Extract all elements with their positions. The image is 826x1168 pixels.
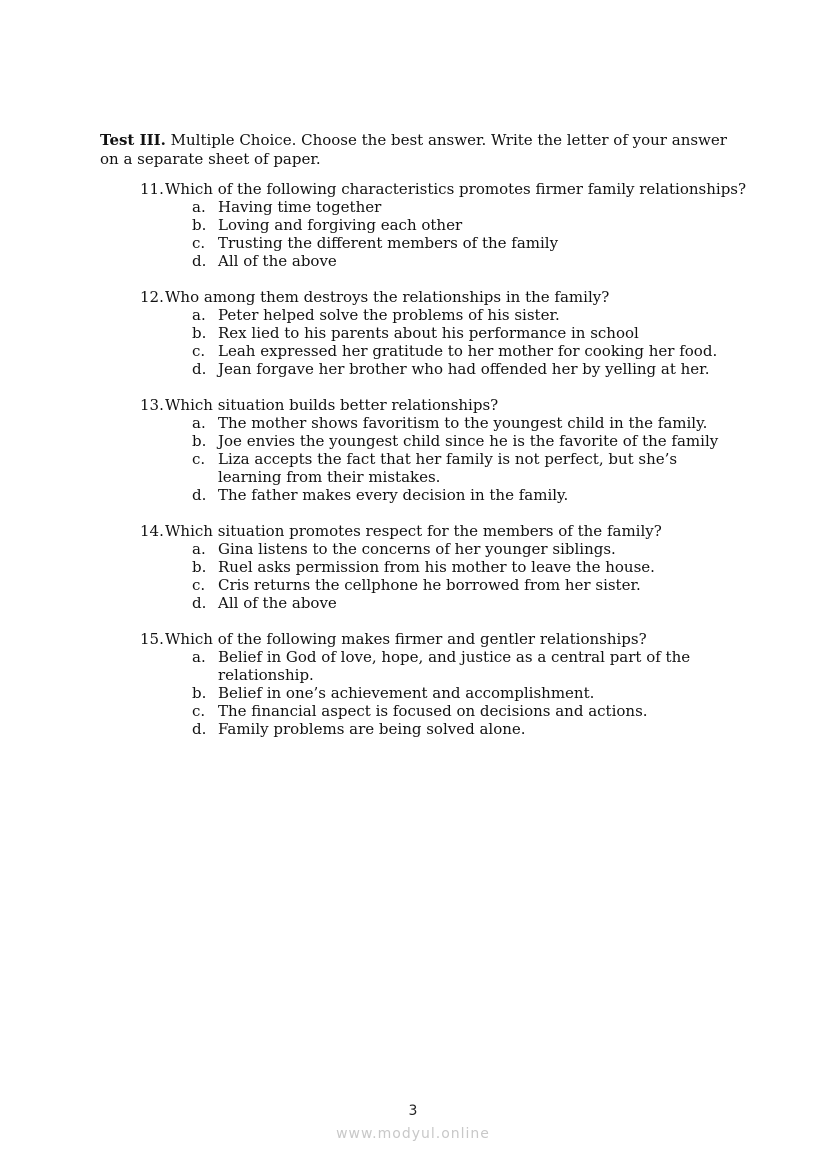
choice-letter: a. xyxy=(192,306,206,324)
question-11 xyxy=(140,180,747,270)
choice-item xyxy=(140,540,740,558)
question-15 xyxy=(140,630,740,738)
choice-text: Ruel asks permission from his mother to leave the house. xyxy=(218,558,655,576)
choice-item xyxy=(140,198,740,216)
question-12 xyxy=(140,288,740,378)
choice-letter: c. xyxy=(192,342,206,360)
question-text: Which situation promotes respect for the members of the family? xyxy=(165,522,662,540)
choice-letter: b. xyxy=(192,684,207,702)
question-number: 12. xyxy=(140,288,164,306)
question-stem xyxy=(140,630,740,648)
question-14 xyxy=(140,522,740,612)
question-stem xyxy=(140,396,740,414)
choice-letter: b. xyxy=(192,216,207,234)
choice-text: Having time together xyxy=(218,198,382,216)
choice-item xyxy=(140,234,740,252)
choice-item xyxy=(140,576,740,594)
choice-letter: c. xyxy=(192,576,206,594)
choice-text: Belief in God of love, hope, and justice as a central part of the relationship. xyxy=(218,648,691,684)
choice-letter: d. xyxy=(192,720,207,738)
choice-letter: c. xyxy=(192,450,206,468)
choice-list xyxy=(140,306,740,378)
choice-letter: a. xyxy=(192,414,206,432)
choice-item xyxy=(140,720,740,738)
question-stem xyxy=(140,522,740,540)
choice-item xyxy=(140,414,740,432)
choice-item xyxy=(140,432,740,450)
choice-text: Loving and forgiving each other xyxy=(218,216,463,234)
choice-letter: b. xyxy=(192,558,207,576)
choice-letter: d. xyxy=(192,252,207,270)
choice-item xyxy=(140,648,740,684)
choice-item xyxy=(140,306,740,324)
choice-text: Liza accepts the fact that her family is not perfect, but she’s learning from their mistakes. xyxy=(218,450,678,486)
choice-item xyxy=(140,702,740,720)
question-stem xyxy=(140,180,747,198)
question-stem xyxy=(140,288,740,306)
question-text: Which situation builds better relationships? xyxy=(165,396,499,414)
choice-list xyxy=(140,540,740,612)
choice-letter: c. xyxy=(192,234,206,252)
test-instructions xyxy=(100,131,740,169)
choice-text: The father makes every decision in the family. xyxy=(218,486,569,504)
question-list xyxy=(140,180,747,756)
question-text: Who among them destroys the relationships in the family? xyxy=(165,288,610,306)
choice-letter: c. xyxy=(192,702,206,720)
choice-text: Cris returns the cellphone he borrowed from her sister. xyxy=(218,576,641,594)
choice-item xyxy=(140,558,740,576)
choice-item xyxy=(140,594,740,612)
question-13 xyxy=(140,396,740,504)
choice-text: The financial aspect is focused on decisions and actions. xyxy=(218,702,648,720)
choice-text: Belief in one’s achievement and accomplishment. xyxy=(218,684,595,702)
choice-letter: a. xyxy=(192,198,206,216)
choice-letter: b. xyxy=(192,432,207,450)
choice-item xyxy=(140,216,740,234)
choice-letter: b. xyxy=(192,324,207,342)
instructions-text: Multiple Choice. Choose the best answer. Write the letter of your answer on a separate sheet of paper. xyxy=(100,131,727,168)
question-number: 15. xyxy=(140,630,164,648)
question-text: Which of the following makes firmer and gentler relationships? xyxy=(165,630,647,648)
choice-letter: a. xyxy=(192,540,206,558)
question-number: 14. xyxy=(140,522,164,540)
choice-letter: d. xyxy=(192,486,207,504)
choice-list xyxy=(140,198,740,270)
choice-item xyxy=(140,486,740,504)
test-label: Test III. xyxy=(100,131,166,149)
choice-text: All of the above xyxy=(218,252,337,270)
choice-list xyxy=(140,648,740,738)
question-number: 11. xyxy=(140,180,164,198)
question-number: 13. xyxy=(140,396,164,414)
choice-text: Joe envies the youngest child since he is the favorite of the family xyxy=(218,432,719,450)
choice-text: Trusting the different members of the family xyxy=(218,234,559,252)
choice-item xyxy=(140,342,740,360)
choice-text: Family problems are being solved alone. xyxy=(218,720,526,738)
choice-item xyxy=(140,324,740,342)
page-number: 3 xyxy=(408,1103,418,1119)
choice-item xyxy=(140,360,740,378)
choice-letter: d. xyxy=(192,360,207,378)
choice-list xyxy=(140,414,740,504)
choice-text: Rex lied to his parents about his performance in school xyxy=(218,324,639,342)
choice-letter: d. xyxy=(192,594,207,612)
choice-text: Jean forgave her brother who had offended her by yelling at her. xyxy=(218,360,710,378)
choice-text: The mother shows favoritism to the youngest child in the family. xyxy=(218,414,708,432)
choice-text: All of the above xyxy=(218,594,337,612)
choice-item xyxy=(140,252,740,270)
watermark-text: www.modyul.online xyxy=(336,1126,490,1142)
choice-letter: a. xyxy=(192,648,206,666)
question-text: Which of the following characteristics promotes firmer family relationships? xyxy=(165,180,747,198)
choice-item xyxy=(140,450,740,486)
choice-text: Peter helped solve the problems of his sister. xyxy=(218,306,560,324)
choice-text: Leah expressed her gratitude to her mother for cooking her food. xyxy=(218,342,718,360)
choice-item xyxy=(140,684,740,702)
choice-text: Gina listens to the concerns of her younger siblings. xyxy=(218,540,616,558)
